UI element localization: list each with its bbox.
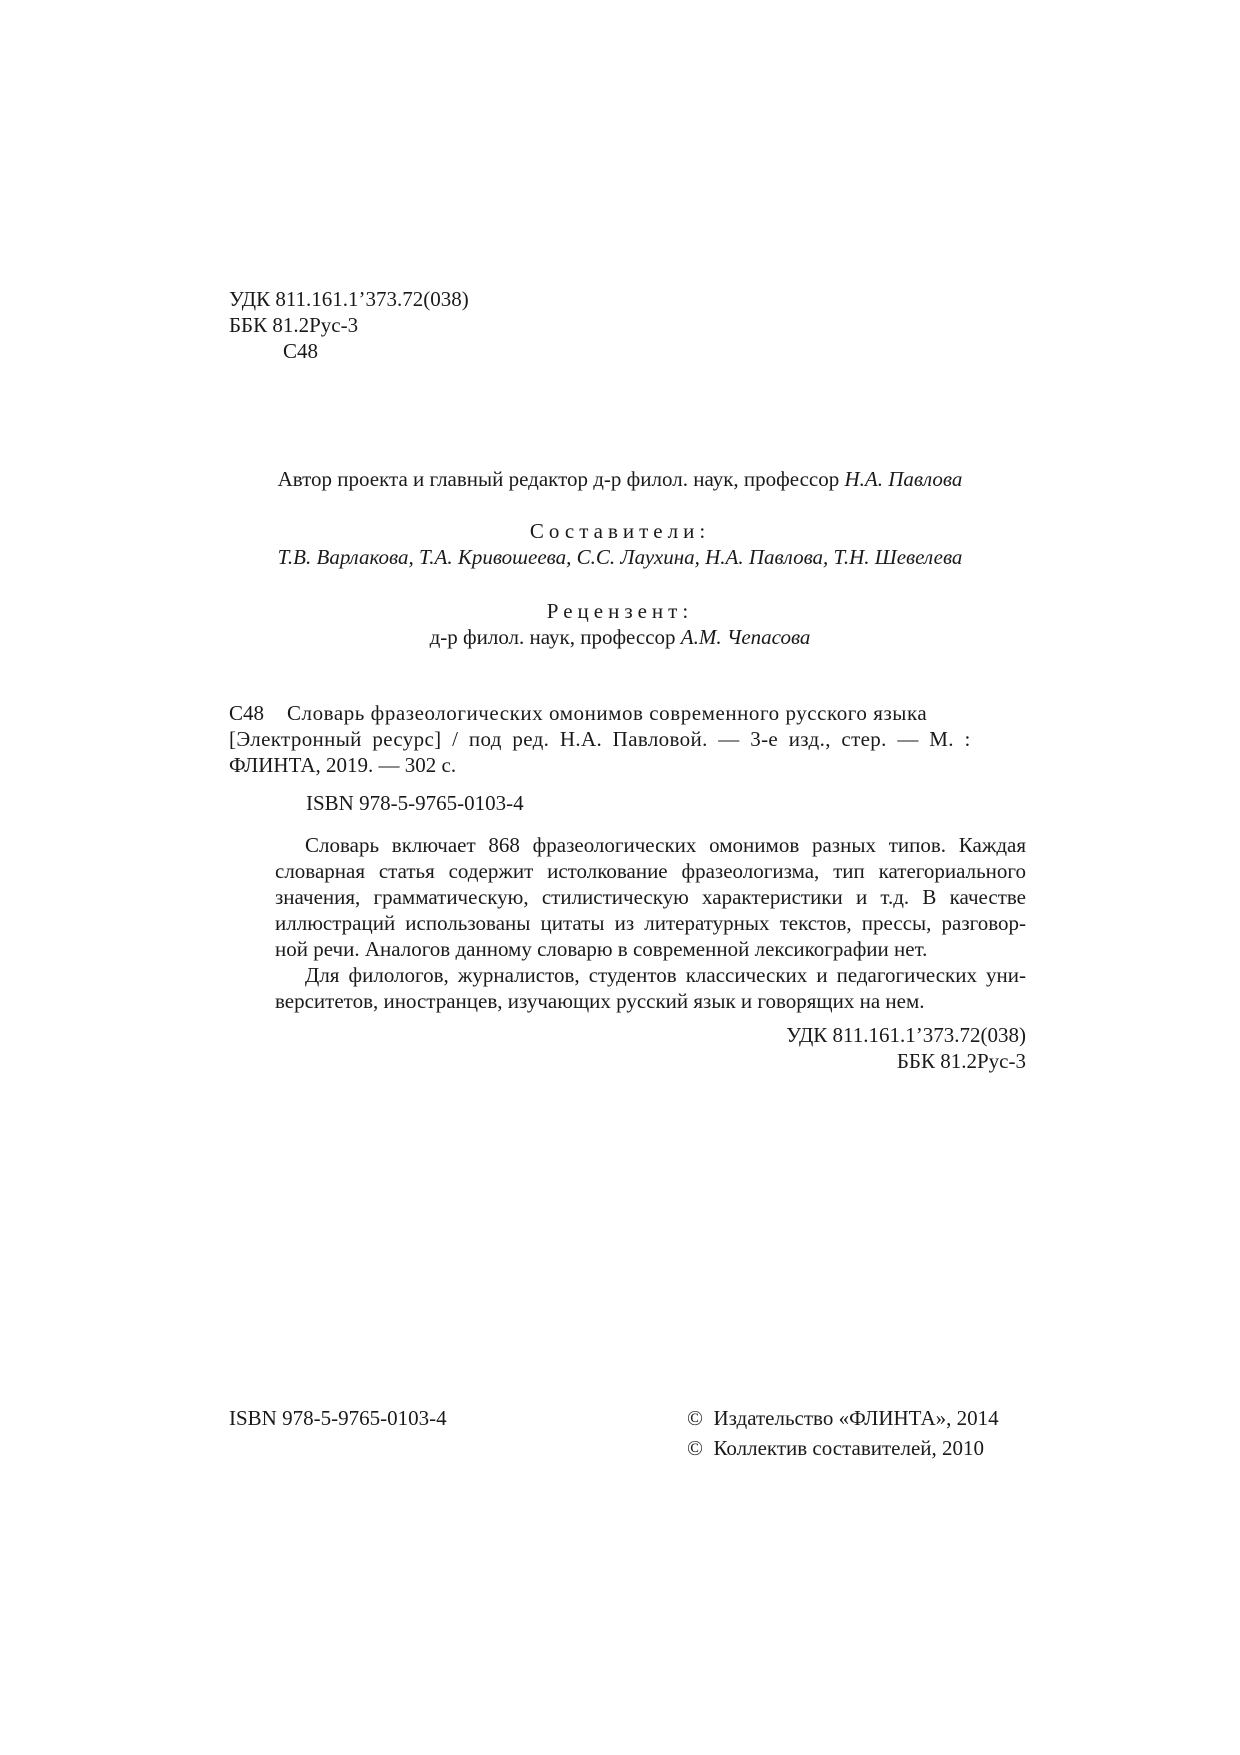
annotation-line: значения, грамматическую, стилистическую характеристики и т.д. В качестве [275, 885, 1026, 909]
bbk-code: ББК 81.2Рус-3 [229, 313, 359, 337]
bibliographic-record [229, 700, 1026, 816]
bib-line-1: Словарь фразеологических омонимов современного русского языка [287, 701, 928, 725]
project-author-line [0, 466, 1240, 492]
annotation-line: словарная статья содержит истолкование фразеологизма, тип категориального [275, 859, 1026, 883]
udk-code-bottom: УДК 811.161.1’373.72(038) [786, 1023, 1026, 1047]
copyright-block [687, 1405, 999, 1465]
bib-isbn: ISBN 978-5-9765-0103-4 [306, 791, 524, 815]
copyright-publisher: © Издательство «ФЛИНТА», 2014 [687, 1406, 999, 1430]
compilers-heading: Составители: [529, 519, 711, 543]
reviewer-line [0, 624, 1240, 650]
reviewer-heading: Рецензент: [546, 599, 694, 623]
classification-codes-bottom [700, 1022, 1026, 1074]
classification-codes [229, 286, 469, 364]
udk-code: УДК 811.161.1’373.72(038) [229, 287, 469, 311]
bib-title-line [287, 700, 1026, 726]
audience-line: верситетов, иностранцев, изучающих русский язык и говорящих на нем. [275, 989, 925, 1013]
footer-isbn: ISBN 978-5-9765-0103-4 [229, 1406, 447, 1430]
bbk-code-bottom: ББК 81.2Рус-3 [896, 1049, 1026, 1073]
annotation-line: Словарь включает 868 фразеологических омонимов разных типов. Каждая [305, 833, 1026, 857]
copyright-compilers: © Коллектив составителей, 2010 [687, 1436, 985, 1460]
bib-line-3: ФЛИНТА, 2019. — 302 с. [229, 753, 457, 777]
bib-index: С48 [229, 701, 265, 725]
reviewer-name: А.М. Чепасова [680, 625, 811, 649]
annotation [275, 832, 1026, 1014]
bib-line-2: [Электронный ресурс] / под ред. Н.А. Павловой. — 3-е изд., стер. — М. : [229, 727, 971, 751]
author-mark: С48 [283, 339, 319, 363]
annotation-line: иллюстраций использованы цитаты из литературных текстов, прессы, разговор- [275, 911, 1026, 935]
audience-line: Для филологов, журналистов, студентов классических и педагогических уни- [305, 963, 1026, 987]
author-line-text: Автор проекта и главный редактор д-р филол. наук, профессор [277, 467, 840, 491]
reviewer-text: д-р филол. наук, профессор [429, 625, 676, 649]
compilers-list: Т.В. Варлакова, Т.А. Кривошеева, С.С. Лаухина, Н.А. Павлова, Т.Н. Шевелева [277, 545, 963, 569]
author-name: Н.А. Павлова [844, 467, 963, 491]
annotation-line: ной речи. Аналогов данному словарю в современной лексикографии нет. [275, 937, 928, 961]
